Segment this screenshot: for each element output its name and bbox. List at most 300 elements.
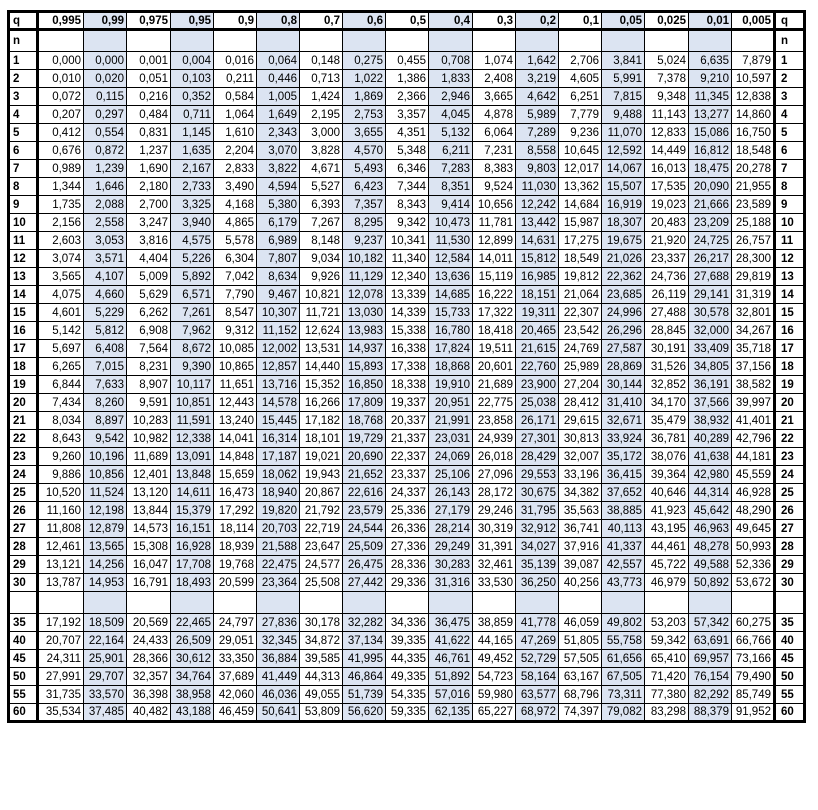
table-cell: 51,739 — [343, 686, 386, 704]
table-cell: 0,115 — [84, 88, 127, 106]
table-cell: 17,187 — [257, 448, 300, 466]
empty-cell — [645, 30, 689, 52]
row-index-right: 40 — [775, 632, 805, 650]
table-cell: 21,652 — [343, 466, 386, 484]
table-cell: 20,278 — [732, 160, 775, 178]
table-cell: 2,156 — [38, 214, 84, 232]
row-index: 55 — [9, 686, 38, 704]
table-cell: 3,816 — [127, 232, 171, 250]
table-cell: 29,249 — [429, 538, 473, 556]
table-cell: 57,342 — [689, 614, 732, 632]
table-cell: 51,892 — [429, 668, 473, 686]
header-row — [9, 12, 805, 30]
table-cell: 9,342 — [386, 214, 429, 232]
table-cell: 6,408 — [84, 340, 127, 358]
table-cell: 26,757 — [732, 232, 775, 250]
row-index: 24 — [9, 466, 38, 484]
table-cell: 34,170 — [645, 394, 689, 412]
table-cell: 27,442 — [343, 574, 386, 592]
table-cell: 20,707 — [38, 632, 84, 650]
row-index-right: 11 — [775, 232, 805, 250]
table-cell: 10,982 — [127, 430, 171, 448]
row-index: 13 — [9, 268, 38, 286]
table-cell: 13,716 — [257, 376, 300, 394]
table-cell: 68,796 — [559, 686, 602, 704]
table-cell: 0,708 — [429, 52, 473, 70]
quantile-header: 0,95 — [171, 12, 214, 30]
table-cell: 29,819 — [732, 268, 775, 286]
table-cell: 16,314 — [257, 430, 300, 448]
empty-cell — [214, 30, 257, 52]
table-cell: 31,795 — [516, 502, 559, 520]
table-cell: 38,932 — [689, 412, 732, 430]
table-cell: 26,296 — [602, 322, 645, 340]
table-cell: 4,865 — [214, 214, 257, 232]
table-cell: 3,000 — [300, 124, 343, 142]
table-cell — [473, 592, 516, 614]
table-cell: 6,844 — [38, 376, 84, 394]
table-row — [9, 322, 805, 340]
table-cell: 17,809 — [343, 394, 386, 412]
empty-cell — [516, 30, 559, 52]
table-cell: 43,188 — [171, 704, 214, 722]
table-cell: 23,364 — [257, 574, 300, 592]
table-row — [9, 632, 805, 650]
table-cell: 16,850 — [343, 376, 386, 394]
table-cell: 23,900 — [516, 376, 559, 394]
table-cell: 2,167 — [171, 160, 214, 178]
table-cell: 19,337 — [386, 394, 429, 412]
table-cell: 21,666 — [689, 196, 732, 214]
table-cell: 15,086 — [689, 124, 732, 142]
table-cell: 7,042 — [214, 268, 257, 286]
table-cell: 21,689 — [473, 376, 516, 394]
table-cell: 25,038 — [516, 394, 559, 412]
table-cell: 25,508 — [300, 574, 343, 592]
table-cell: 0,484 — [127, 106, 171, 124]
row-index: 8 — [9, 178, 38, 196]
row-index-right: 14 — [775, 286, 805, 304]
table-cell: 37,566 — [689, 394, 732, 412]
table-cell: 31,391 — [473, 538, 516, 556]
table-cell: 12,242 — [516, 196, 559, 214]
row-index — [9, 592, 38, 614]
table-cell: 79,082 — [602, 704, 645, 722]
table-cell: 12,017 — [559, 160, 602, 178]
table-cell: 85,749 — [732, 686, 775, 704]
table-cell: 48,278 — [689, 538, 732, 556]
empty-cell — [300, 30, 343, 52]
quantile-header: 0,9 — [214, 12, 257, 30]
table-cell: 14,339 — [386, 304, 429, 322]
table-cell: 3,053 — [84, 232, 127, 250]
table-row — [9, 124, 805, 142]
table-cell: 29,615 — [559, 412, 602, 430]
table-cell: 3,665 — [473, 88, 516, 106]
table-cell: 13,983 — [343, 322, 386, 340]
table-cell: 38,885 — [602, 502, 645, 520]
table-cell: 7,807 — [257, 250, 300, 268]
table-cell: 22,719 — [300, 520, 343, 538]
empty-cell — [343, 30, 386, 52]
table-cell: 24,577 — [300, 556, 343, 574]
table-cell: 4,404 — [127, 250, 171, 268]
row-index-right: 24 — [775, 466, 805, 484]
table-cell: 27,179 — [429, 502, 473, 520]
table-cell: 0,001 — [127, 52, 171, 70]
table-cell: 39,997 — [732, 394, 775, 412]
row-index: 50 — [9, 668, 38, 686]
table-cell: 6,423 — [343, 178, 386, 196]
table-cell: 20,951 — [429, 394, 473, 412]
table-cell: 52,729 — [516, 650, 559, 668]
table-cell: 59,980 — [473, 686, 516, 704]
table-cell: 35,479 — [645, 412, 689, 430]
table-cell: 3,490 — [214, 178, 257, 196]
table-cell: 17,322 — [473, 304, 516, 322]
table-cell: 41,995 — [343, 650, 386, 668]
table-cell: 16,151 — [171, 520, 214, 538]
table-cell: 10,473 — [429, 214, 473, 232]
table-cell: 13,848 — [171, 466, 214, 484]
table-cell — [516, 592, 559, 614]
table-cell: 8,907 — [127, 376, 171, 394]
table-cell: 6,304 — [214, 250, 257, 268]
table-cell: 9,348 — [645, 88, 689, 106]
table-cell: 5,527 — [300, 178, 343, 196]
table-cell: 0,831 — [127, 124, 171, 142]
table-cell: 41,923 — [645, 502, 689, 520]
table-cell: 36,398 — [127, 686, 171, 704]
corner-label: q — [9, 12, 38, 30]
table-row — [9, 376, 805, 394]
table-cell: 29,141 — [689, 286, 732, 304]
table-cell: 51,805 — [559, 632, 602, 650]
table-cell: 17,535 — [645, 178, 689, 196]
table-cell: 26,119 — [645, 286, 689, 304]
table-row — [9, 232, 805, 250]
table-cell: 20,599 — [214, 574, 257, 592]
table-cell: 0,051 — [127, 70, 171, 88]
table-cell: 44,461 — [645, 538, 689, 556]
quantile-header: 0,01 — [689, 12, 732, 30]
table-cell: 2,195 — [300, 106, 343, 124]
table-cell: 10,341 — [386, 232, 429, 250]
table-cell: 13,121 — [38, 556, 84, 574]
table-cell: 16,266 — [300, 394, 343, 412]
table-cell: 13,362 — [559, 178, 602, 196]
table-cell: 10,085 — [214, 340, 257, 358]
table-cell: 46,459 — [214, 704, 257, 722]
table-cell: 18,548 — [732, 142, 775, 160]
table-cell: 0,148 — [300, 52, 343, 70]
table-cell: 5,697 — [38, 340, 84, 358]
table-cell: 19,820 — [257, 502, 300, 520]
table-cell: 10,645 — [559, 142, 602, 160]
table-cell: 24,337 — [386, 484, 429, 502]
table-cell: 5,348 — [386, 142, 429, 160]
table-cell: 25,106 — [429, 466, 473, 484]
table-cell: 15,733 — [429, 304, 473, 322]
n-label-right: n — [775, 30, 805, 52]
table-cell: 0,455 — [386, 52, 429, 70]
table-cell: 14,449 — [645, 142, 689, 160]
table-cell: 62,135 — [429, 704, 473, 722]
row-index-right: 35 — [775, 614, 805, 632]
table-cell: 2,706 — [559, 52, 602, 70]
table-cell: 21,615 — [516, 340, 559, 358]
table-cell: 19,675 — [602, 232, 645, 250]
table-cell — [602, 592, 645, 614]
table-cell: 0,989 — [38, 160, 84, 178]
table-cell — [386, 592, 429, 614]
table-cell: 20,465 — [516, 322, 559, 340]
table-cell: 30,612 — [171, 650, 214, 668]
table-cell: 18,768 — [343, 412, 386, 430]
row-index: 28 — [9, 538, 38, 556]
empty-cell — [689, 30, 732, 52]
empty-cell — [84, 30, 127, 52]
table-cell: 11,781 — [473, 214, 516, 232]
table-cell: 7,815 — [602, 88, 645, 106]
table-cell: 9,488 — [602, 106, 645, 124]
table-cell: 60,275 — [732, 614, 775, 632]
table-cell: 54,335 — [386, 686, 429, 704]
table-cell: 91,952 — [732, 704, 775, 722]
table-cell: 9,803 — [516, 160, 559, 178]
table-cell: 11,070 — [602, 124, 645, 142]
table-cell: 11,129 — [343, 268, 386, 286]
row-index-right: 13 — [775, 268, 805, 286]
table-cell: 61,656 — [602, 650, 645, 668]
row-index: 6 — [9, 142, 38, 160]
table-cell: 33,409 — [689, 340, 732, 358]
table-cell: 57,505 — [559, 650, 602, 668]
table-cell: 38,076 — [645, 448, 689, 466]
quantile-header: 0,005 — [732, 12, 775, 30]
table-cell: 28,300 — [732, 250, 775, 268]
row-index-right: 1 — [775, 52, 805, 70]
table-cell: 77,380 — [645, 686, 689, 704]
table-cell: 2,946 — [429, 88, 473, 106]
quantile-header: 0,5 — [386, 12, 429, 30]
row-index-right: 55 — [775, 686, 805, 704]
table-cell: 40,289 — [689, 430, 732, 448]
table-cell: 33,350 — [214, 650, 257, 668]
table-cell: 9,524 — [473, 178, 516, 196]
table-cell: 16,473 — [214, 484, 257, 502]
row-index-right: 29 — [775, 556, 805, 574]
table-cell: 49,645 — [732, 520, 775, 538]
table-cell: 8,295 — [343, 214, 386, 232]
table-cell: 45,722 — [645, 556, 689, 574]
table-cell: 44,335 — [386, 650, 429, 668]
table-row — [9, 430, 805, 448]
table-cell: 10,283 — [127, 412, 171, 430]
table-cell: 12,838 — [732, 88, 775, 106]
table-cell: 18,475 — [689, 160, 732, 178]
table-cell: 25,509 — [343, 538, 386, 556]
table-cell: 34,382 — [559, 484, 602, 502]
quantile-header: 0,05 — [602, 12, 645, 30]
table-cell: 0,010 — [38, 70, 84, 88]
table-cell: 13,636 — [429, 268, 473, 286]
row-index: 23 — [9, 448, 38, 466]
table-cell: 9,210 — [689, 70, 732, 88]
table-row — [9, 650, 805, 668]
table-cell: 83,298 — [645, 704, 689, 722]
table-cell: 36,884 — [257, 650, 300, 668]
row-index: 29 — [9, 556, 38, 574]
table-cell: 82,292 — [689, 686, 732, 704]
table-cell: 6,262 — [127, 304, 171, 322]
table-cell: 3,565 — [38, 268, 84, 286]
table-cell — [645, 592, 689, 614]
table-cell: 10,597 — [732, 70, 775, 88]
table-cell: 52,336 — [732, 556, 775, 574]
table-cell: 12,899 — [473, 232, 516, 250]
table-cell: 53,809 — [300, 704, 343, 722]
row-index-right: 45 — [775, 650, 805, 668]
table-cell: 14,011 — [473, 250, 516, 268]
table-row — [9, 704, 805, 722]
table-cell: 30,813 — [559, 430, 602, 448]
table-cell: 31,735 — [38, 686, 84, 704]
table-cell: 0,584 — [214, 88, 257, 106]
table-cell: 35,139 — [516, 556, 559, 574]
table-cell: 0,297 — [84, 106, 127, 124]
table-cell: 2,558 — [84, 214, 127, 232]
table-cell: 79,490 — [732, 668, 775, 686]
table-cell: 13,120 — [127, 484, 171, 502]
table-cell: 6,064 — [473, 124, 516, 142]
table-cell: 28,172 — [473, 484, 516, 502]
table-cell: 11,345 — [689, 88, 732, 106]
corner-label-right: q — [775, 12, 805, 30]
table-cell: 46,864 — [343, 668, 386, 686]
table-cell: 0,207 — [38, 106, 84, 124]
table-cell: 40,482 — [127, 704, 171, 722]
table-cell: 32,801 — [732, 304, 775, 322]
table-cell: 26,143 — [429, 484, 473, 502]
table-cell: 32,852 — [645, 376, 689, 394]
table-cell: 11,689 — [127, 448, 171, 466]
table-cell: 36,191 — [689, 376, 732, 394]
row-index: 11 — [9, 232, 38, 250]
table-cell: 25,901 — [84, 650, 127, 668]
table-cell: 2,733 — [171, 178, 214, 196]
table-cell: 20,483 — [645, 214, 689, 232]
table-cell: 22,475 — [257, 556, 300, 574]
table-cell — [689, 592, 732, 614]
table-cell: 1,064 — [214, 106, 257, 124]
table-cell: 6,989 — [257, 232, 300, 250]
table-cell: 58,164 — [516, 668, 559, 686]
table-cell: 19,729 — [343, 430, 386, 448]
table-cell: 0,554 — [84, 124, 127, 142]
table-cell: 7,283 — [429, 160, 473, 178]
table-cell: 0,000 — [84, 52, 127, 70]
table-cell: 12,401 — [127, 466, 171, 484]
table-cell: 10,196 — [84, 448, 127, 466]
table-cell: 33,924 — [602, 430, 645, 448]
table-cell: 21,920 — [645, 232, 689, 250]
table-cell: 16,780 — [429, 322, 473, 340]
empty-cell — [386, 30, 429, 52]
row-index: 3 — [9, 88, 38, 106]
table-cell: 8,897 — [84, 412, 127, 430]
table-row — [9, 502, 805, 520]
table-cell: 8,558 — [516, 142, 559, 160]
table-row — [9, 268, 805, 286]
row-index: 12 — [9, 250, 38, 268]
table-cell: 6,635 — [689, 52, 732, 70]
table-cell: 32,345 — [257, 632, 300, 650]
table-cell: 5,989 — [516, 106, 559, 124]
table-cell — [257, 592, 300, 614]
table-cell: 9,886 — [38, 466, 84, 484]
table-cell: 18,101 — [300, 430, 343, 448]
table-cell: 8,343 — [386, 196, 429, 214]
table-cell: 12,340 — [386, 268, 429, 286]
table-cell: 12,443 — [214, 394, 257, 412]
table-row — [9, 394, 805, 412]
row-index: 14 — [9, 286, 38, 304]
empty-cell — [429, 30, 473, 52]
table-cell: 0,713 — [300, 70, 343, 88]
table-cell: 35,534 — [38, 704, 84, 722]
table-cell: 12,833 — [645, 124, 689, 142]
table-cell: 40,646 — [645, 484, 689, 502]
table-cell: 17,824 — [429, 340, 473, 358]
table-cell: 10,821 — [300, 286, 343, 304]
table-cell — [171, 592, 214, 614]
row-index-right: 23 — [775, 448, 805, 466]
table-cell: 65,410 — [645, 650, 689, 668]
table-cell: 5,024 — [645, 52, 689, 70]
table-cell: 10,307 — [257, 304, 300, 322]
quantile-header: 0,025 — [645, 12, 689, 30]
table-cell: 0,103 — [171, 70, 214, 88]
table-row — [9, 668, 805, 686]
table-row — [9, 484, 805, 502]
table-cell: 18,939 — [214, 538, 257, 556]
table-cell: 39,364 — [645, 466, 689, 484]
table-cell: 8,034 — [38, 412, 84, 430]
table-cell: 39,087 — [559, 556, 602, 574]
table-cell: 1,145 — [171, 124, 214, 142]
row-index: 7 — [9, 160, 38, 178]
table-row — [9, 70, 805, 88]
table-cell: 54,723 — [473, 668, 516, 686]
table-cell: 9,237 — [343, 232, 386, 250]
table-cell: 44,181 — [732, 448, 775, 466]
table-cell: 1,239 — [84, 160, 127, 178]
table-cell: 14,440 — [300, 358, 343, 376]
table-cell: 26,171 — [516, 412, 559, 430]
table-cell: 3,828 — [300, 142, 343, 160]
table-cell: 25,188 — [732, 214, 775, 232]
table-cell: 0,412 — [38, 124, 84, 142]
table-cell: 49,802 — [602, 614, 645, 632]
table-cell: 38,958 — [171, 686, 214, 704]
table-cell: 16,013 — [645, 160, 689, 178]
row-index-right: 4 — [775, 106, 805, 124]
table-cell: 2,700 — [127, 196, 171, 214]
table-cell: 23,685 — [602, 286, 645, 304]
table-cell: 0,676 — [38, 142, 84, 160]
table-cell: 9,312 — [214, 322, 257, 340]
